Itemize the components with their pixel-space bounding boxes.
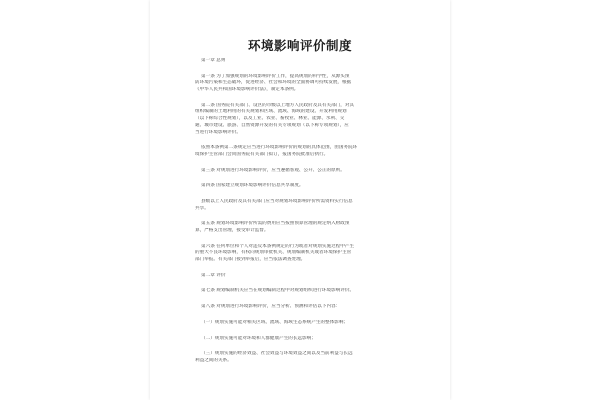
paragraph-gap (195, 212, 410, 221)
text-line: （二）规划实施可能对环境和人群健康产生的长远影响； (201, 335, 316, 341)
paragraph-gap (195, 94, 410, 103)
text-line: （一）规划实施可能对相关区域、流域、海域生态系统产生的整体影响； (201, 319, 349, 325)
text-line: 通、城市建设、旅游、自然资源开发的有关专项规划（以下称专项规划），应 (195, 122, 349, 128)
text-line: 第二章 评价 (201, 272, 226, 278)
text-line: 部门举报。有关部门接到举报后，应当依法调查处理。 (195, 257, 306, 263)
paragraph-gap (195, 136, 410, 145)
paragraph-gap (195, 327, 410, 336)
paragraph-gap (195, 174, 410, 183)
text-line: 利益之间的关系。 (195, 357, 232, 363)
text-line: 《中华人民共和国环境影响评价法》，制定本条例。 (195, 87, 299, 93)
text-line: （三）规划实施的经济效益、社会效益与环境效益之间以及当前利益与长远 (201, 351, 353, 357)
text-line: 第五条 规划环境影响评价所需的费用应当按照预算管理的规定纳入财政预 (201, 221, 350, 227)
text-line: 第六条 任何单位和个人对违反本条例规定的行为或者对规划实施过程中产生 (201, 243, 355, 249)
document-body (195, 58, 410, 365)
paragraph-gap (195, 190, 410, 199)
paragraph-gap (195, 311, 410, 320)
text-line: 防环境污染和生态破坏，促进经济、社会和环境的全面协调可持续发展，根据 (195, 80, 352, 86)
paragraph-gap (195, 342, 410, 351)
text-line: 第一章 总则 (201, 58, 226, 63)
document-title: 环境影响评价制度 (247, 38, 352, 53)
text-line: 依照本条例第二条规定应当进行环境影响评价的规划的具体范围，由国务院环 (201, 145, 358, 151)
text-line: 第七条 规划编制机关应当在规划编制过程中对规划组织进行环境影响评价。 (201, 288, 355, 294)
text-line: 算，严格支出管理，接受审计监督。 (195, 228, 269, 233)
text-line: 共享。 (195, 205, 209, 211)
text-line: 第四条 国家建立规划环境影响评价信息共享制度。 (201, 183, 304, 189)
text-line: 当进行环境影响评价。 (195, 129, 241, 135)
text-line: 第八条 对规划进行环境影响评价，应当分析、预测和评估以下内容： (201, 304, 341, 310)
text-line: 第三条 对规划进行环境影响评价，应当遵循客观、公开、公正的原则。 (201, 167, 345, 173)
text-line: 第二条 国务院有关部门、设区的市级以上地方人民政府及其有关部门，对其 (201, 102, 355, 108)
paragraph-gap (195, 295, 410, 304)
paragraph-gap (195, 65, 410, 74)
paragraph-gap (195, 279, 410, 288)
paragraph-gap (195, 159, 410, 168)
text-line: （以下称综合性规划），以及工业、农业、畜牧业、林业、能源、水利、交 (195, 116, 345, 122)
document-page (150, 0, 450, 400)
paragraph-gap (195, 235, 410, 244)
paragraph-gap (195, 264, 410, 273)
text-line: 的重大不良环境影响，有权向规划审批机关、规划编制机关或者环境保护主管 (195, 250, 352, 256)
text-line: 境保护主管部门会同国务院有关部门拟订，报国务院批准后执行。 (195, 151, 329, 157)
text-line: 第一条 为了加强规划的环境影响评价工作，提高规划的科学性，从源头预 (201, 73, 350, 79)
text-line: 县级以上人民政府及其有关部门应当对规划环境影响评价所需资料实行信息 (201, 198, 353, 204)
text-line: 组织编制的土地利用的有关规划和区域、流域、海域的建设、开发利用规划 (195, 109, 347, 115)
